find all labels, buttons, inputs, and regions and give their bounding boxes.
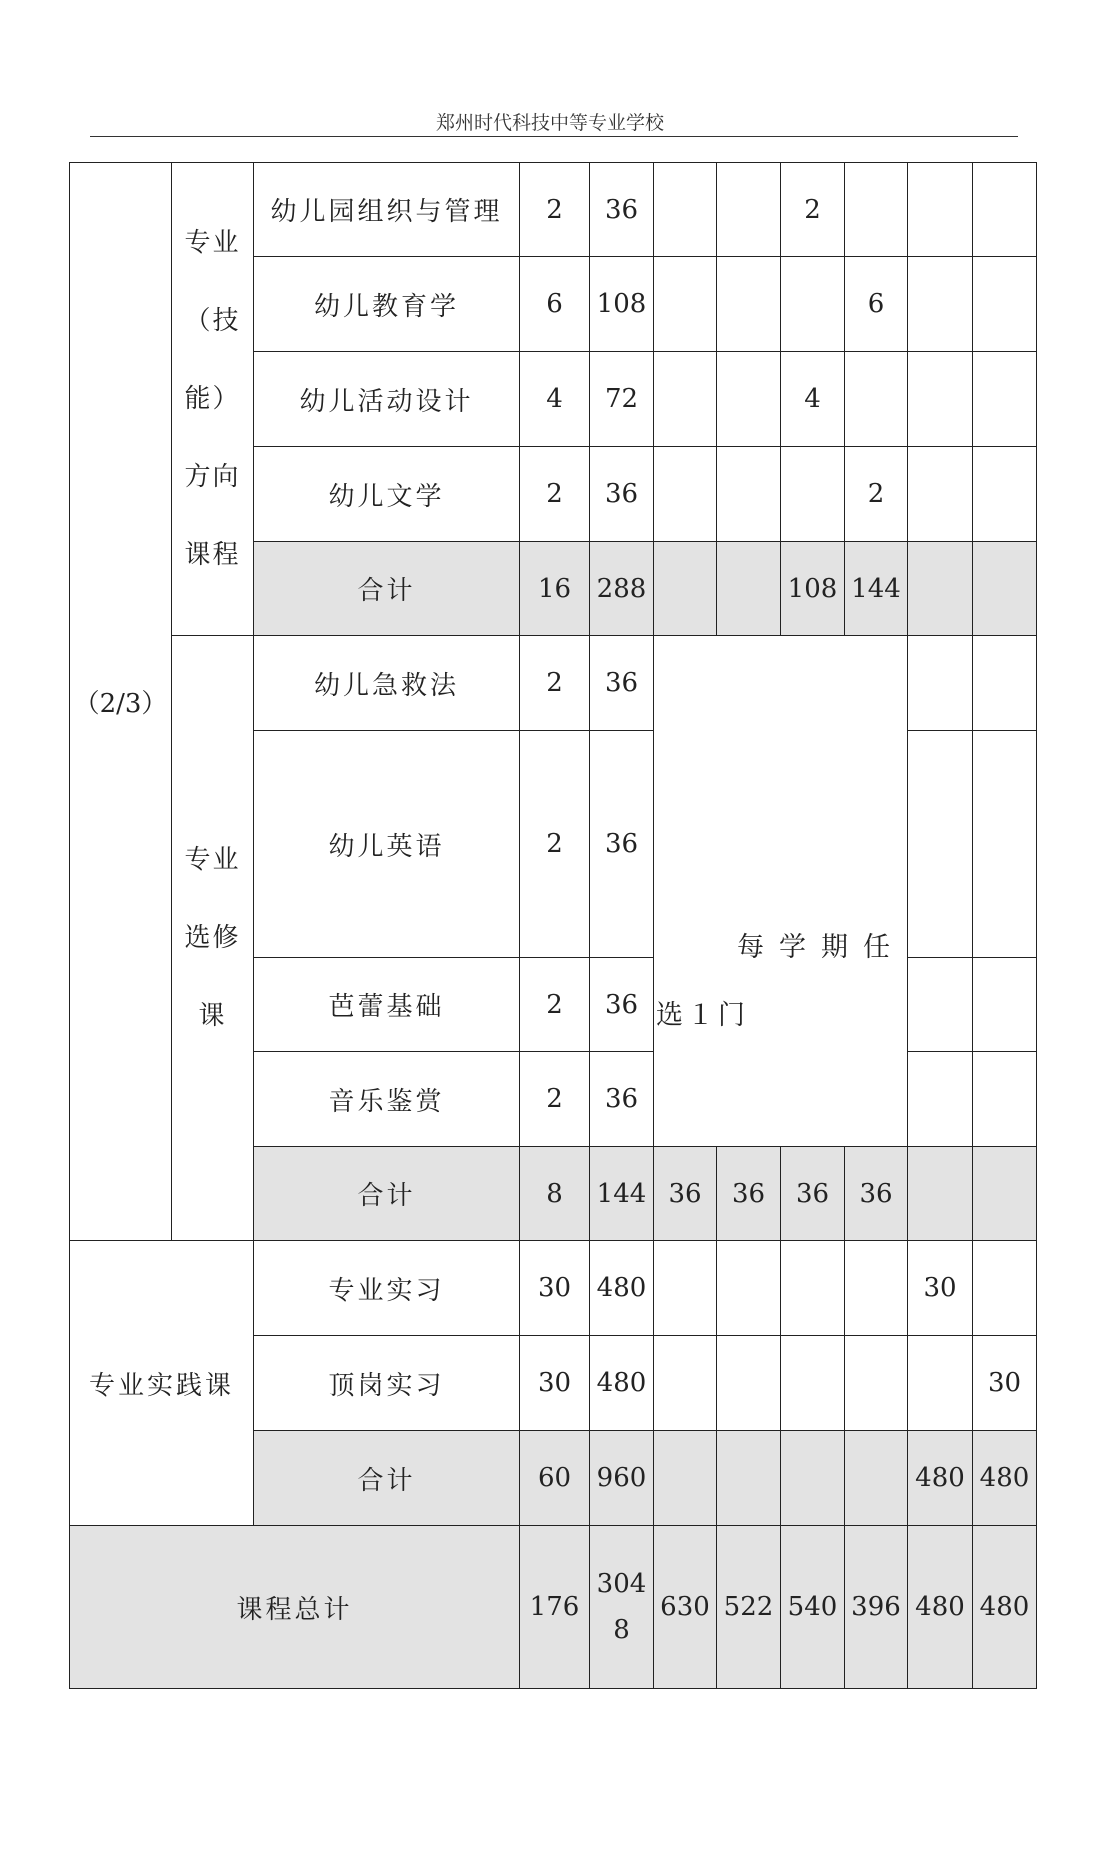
semester-cell: 6: [845, 257, 908, 352]
semester-cell: [717, 542, 781, 636]
semester-cell: [973, 1147, 1037, 1241]
semester-cell: [973, 163, 1037, 257]
course-name: 顶岗实习: [254, 1336, 520, 1431]
category-cell: （2/3）: [70, 163, 172, 1241]
table-row: [70, 163, 1037, 257]
credits-cell: 16: [520, 542, 590, 636]
semester-cell: [908, 163, 973, 257]
hours-cell: 36: [590, 447, 654, 542]
semester-cell: [717, 1241, 781, 1336]
credits-cell: 4: [520, 352, 590, 447]
semester-cell: 540: [781, 1526, 845, 1689]
semester-cell: [654, 542, 717, 636]
semester-cell: [908, 447, 973, 542]
grand-total-label: 课程总计: [70, 1526, 520, 1689]
course-name: 幼儿园组织与管理: [254, 163, 520, 257]
semester-cell: [973, 958, 1037, 1052]
elective-note: 每学期任 选１门: [654, 636, 908, 1147]
semester-cell: [973, 636, 1037, 731]
semester-cell: [908, 257, 973, 352]
group-label-elective: 专业 选修 课: [172, 636, 254, 1241]
semester-cell: 36: [717, 1147, 781, 1241]
semester-cell: [908, 958, 973, 1052]
hours-cell: 108: [590, 257, 654, 352]
semester-cell: 480: [908, 1431, 973, 1526]
semester-cell: [717, 257, 781, 352]
semester-cell: [654, 1241, 717, 1336]
course-name: 芭蕾基础: [254, 958, 520, 1052]
semester-cell: [973, 1241, 1037, 1336]
semester-cell: 4: [781, 352, 845, 447]
semester-cell: [908, 542, 973, 636]
semester-cell: [845, 1431, 908, 1526]
course-name: 幼儿活动设计: [254, 352, 520, 447]
semester-cell: [845, 163, 908, 257]
semester-cell: [908, 1052, 973, 1147]
semester-cell: [654, 447, 717, 542]
group-label-direction: 专业 （技 能） 方向 课程: [172, 163, 254, 636]
semester-cell: 2: [845, 447, 908, 542]
semester-cell: 36: [654, 1147, 717, 1241]
semester-cell: [654, 1431, 717, 1526]
semester-cell: [908, 1147, 973, 1241]
semester-cell: [973, 352, 1037, 447]
course-name: 幼儿急救法: [254, 636, 520, 731]
semester-cell: 36: [781, 1147, 845, 1241]
semester-cell: 480: [973, 1526, 1037, 1689]
credits-cell: 30: [520, 1336, 590, 1431]
semester-cell: [781, 1241, 845, 1336]
semester-cell: [717, 352, 781, 447]
course-name: 幼儿文学: [254, 447, 520, 542]
header-rule: [90, 136, 1018, 137]
semester-cell: 630: [654, 1526, 717, 1689]
hours-cell: 36: [590, 636, 654, 731]
semester-cell: 480: [973, 1431, 1037, 1526]
semester-cell: [781, 1336, 845, 1431]
group-label-practice: 专业实践课: [70, 1241, 254, 1526]
hours-cell: 72: [590, 352, 654, 447]
hours-cell: 36: [590, 958, 654, 1052]
semester-cell: [654, 1336, 717, 1431]
credits-cell: 2: [520, 447, 590, 542]
semester-cell: [973, 731, 1037, 958]
hours-cell: 304 8: [590, 1526, 654, 1689]
semester-cell: 144: [845, 542, 908, 636]
semester-cell: 30: [908, 1241, 973, 1336]
semester-cell: [973, 1052, 1037, 1147]
semester-cell: [717, 163, 781, 257]
credits-cell: 176: [520, 1526, 590, 1689]
hours-cell: 36: [590, 731, 654, 958]
semester-cell: 108: [781, 542, 845, 636]
hours-cell: 144: [590, 1147, 654, 1241]
course-plan-table: [69, 162, 1037, 1689]
semester-cell: 396: [845, 1526, 908, 1689]
course-name: 幼儿教育学: [254, 257, 520, 352]
course-name: 专业实习: [254, 1241, 520, 1336]
grand-total-row: [70, 1526, 1037, 1689]
school-name: 郑州时代科技中等专业学校: [435, 112, 664, 134]
table-row: [70, 636, 1037, 731]
semester-cell: 36: [845, 1147, 908, 1241]
hours-cell: 480: [590, 1336, 654, 1431]
semester-cell: [973, 447, 1037, 542]
semester-cell: [781, 1431, 845, 1526]
semester-cell: 522: [717, 1526, 781, 1689]
hours-cell: 480: [590, 1241, 654, 1336]
semester-cell: [973, 542, 1037, 636]
semester-cell: [717, 1336, 781, 1431]
table-row: [70, 1241, 1037, 1336]
credits-cell: 2: [520, 958, 590, 1052]
semester-cell: 30: [973, 1336, 1037, 1431]
semester-cell: 2: [781, 163, 845, 257]
hours-cell: 960: [590, 1431, 654, 1526]
credits-cell: 30: [520, 1241, 590, 1336]
credits-cell: 2: [520, 731, 590, 958]
semester-cell: [908, 731, 973, 958]
credits-cell: 2: [520, 163, 590, 257]
semester-cell: [845, 1241, 908, 1336]
semester-cell: [654, 352, 717, 447]
subtotal-label: 合计: [254, 1147, 520, 1241]
semester-cell: [908, 636, 973, 731]
credits-cell: 2: [520, 636, 590, 731]
hours-cell: 36: [590, 1052, 654, 1147]
semester-cell: [654, 163, 717, 257]
credits-cell: 8: [520, 1147, 590, 1241]
semester-cell: [654, 257, 717, 352]
subtotal-label: 合计: [254, 1431, 520, 1526]
course-name: 幼儿英语: [254, 731, 520, 958]
semester-cell: [845, 352, 908, 447]
semester-cell: [781, 447, 845, 542]
hours-cell: 36: [590, 163, 654, 257]
semester-cell: [973, 257, 1037, 352]
semester-cell: [845, 1336, 908, 1431]
semester-cell: [781, 257, 845, 352]
credits-cell: 6: [520, 257, 590, 352]
semester-cell: [717, 447, 781, 542]
credits-cell: 2: [520, 1052, 590, 1147]
course-name: 音乐鉴赏: [254, 1052, 520, 1147]
semester-cell: [717, 1431, 781, 1526]
semester-cell: 480: [908, 1526, 973, 1689]
hours-cell: 288: [590, 542, 654, 636]
semester-cell: [908, 352, 973, 447]
credits-cell: 60: [520, 1431, 590, 1526]
subtotal-label: 合计: [254, 542, 520, 636]
semester-cell: [908, 1336, 973, 1431]
